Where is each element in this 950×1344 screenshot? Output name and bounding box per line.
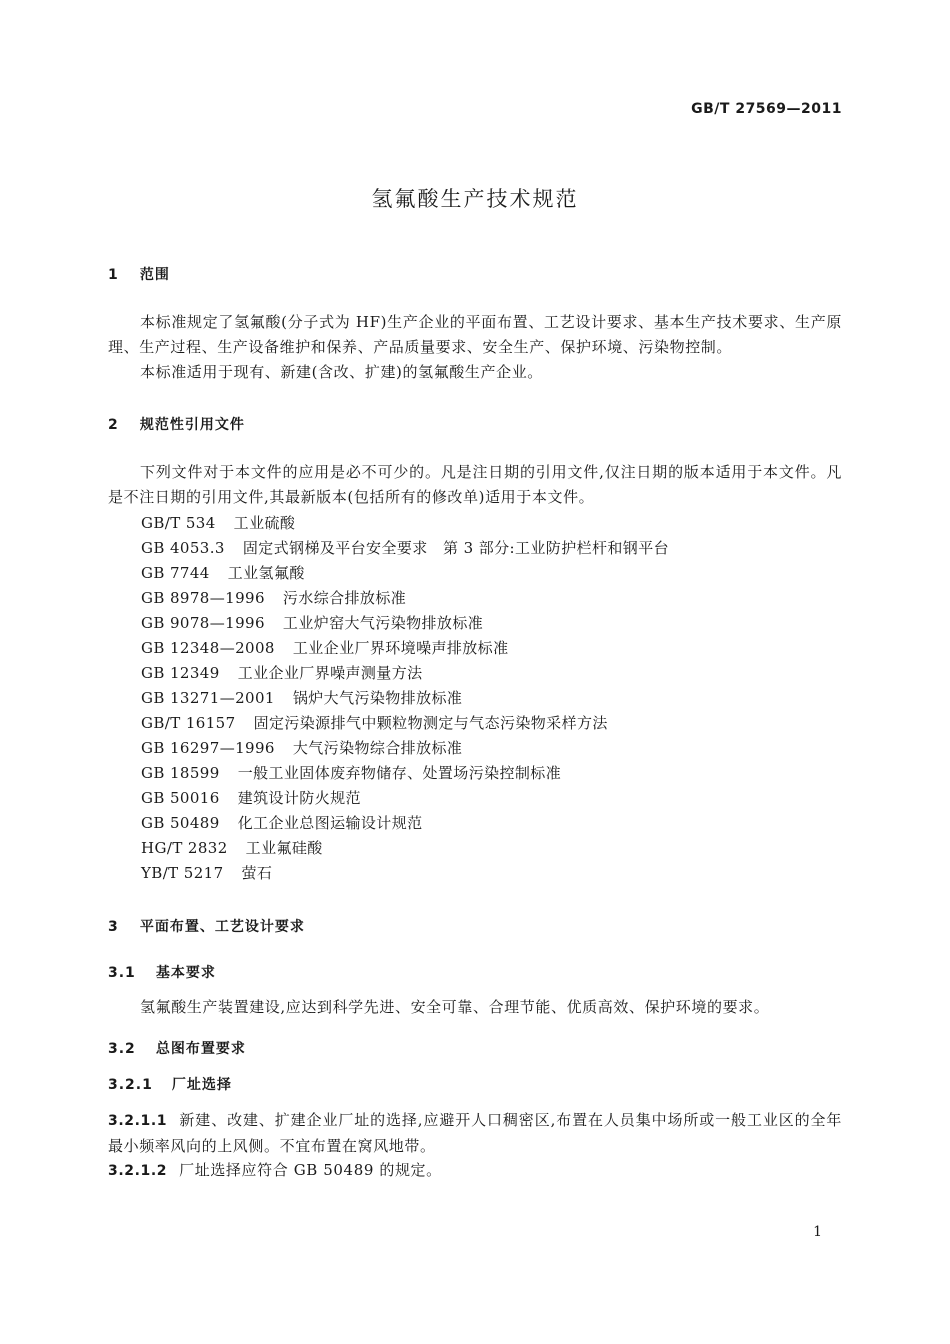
section-3-2-1-heading xyxy=(108,1074,842,1094)
reference-item xyxy=(141,686,669,711)
standard-code: GB/T 27569—2011 xyxy=(691,101,842,117)
reference-title: 工业氟硅酸 xyxy=(245,839,323,857)
section-number: 2 xyxy=(108,417,119,433)
section-3-1-heading xyxy=(108,962,842,982)
reference-title: 工业氢氟酸 xyxy=(227,564,305,582)
reference-title: 固定污染源排气中颗粒物测定与气态污染物采样方法 xyxy=(253,714,608,732)
reference-code: HG/T 2832 xyxy=(141,839,228,857)
reference-code: GB 12349 xyxy=(141,664,220,682)
reference-code: GB 9078—1996 xyxy=(141,614,265,632)
reference-item xyxy=(141,611,669,636)
section-number: 1 xyxy=(108,267,119,283)
reference-item xyxy=(141,736,669,761)
reference-code: GB/T 534 xyxy=(141,514,216,532)
reference-item xyxy=(141,661,669,686)
reference-title: 锅炉大气污染物排放标准 xyxy=(292,689,463,707)
section-3-heading xyxy=(108,916,842,936)
reference-code: GB 16297—1996 xyxy=(141,739,275,757)
reference-code: GB 4053.3 xyxy=(141,539,225,557)
reference-title: 建筑设计防火规范 xyxy=(237,789,361,807)
clause-text: 厂址选择应符合 GB 50489 的规定。 xyxy=(179,1161,442,1179)
clause-number: 3.2.1.2 xyxy=(108,1163,168,1179)
reference-title: 大气污染物综合排放标准 xyxy=(292,739,463,757)
reference-item xyxy=(141,511,669,536)
reference-title: 工业企业厂界噪声测量方法 xyxy=(237,664,423,682)
clause-number: 3.2.1.1 xyxy=(108,1113,168,1129)
section-number: 3 xyxy=(108,919,119,935)
clause-text: 新建、改建、扩建企业厂址的选择,应避开人口稠密区,布置在人员集中场所或一般工业区的全年最小频率风向的上风侧。不宜布置在窝风地带。 xyxy=(108,1111,842,1155)
reference-title: 工业炉窑大气污染物排放标准 xyxy=(282,614,484,632)
section-2-paragraph: 下列文件对于本文件的应用是必不可少的。凡是注日期的引用文件,仅注日期的版本适用于本文件。凡是不注日期的引用文件,其最新版本(包括所有的修改单)适用于本文件。 xyxy=(108,463,842,506)
reference-item xyxy=(141,561,669,586)
reference-code: GB 7744 xyxy=(141,564,210,582)
reference-item xyxy=(141,861,669,886)
reference-title: 化工企业总图运输设计规范 xyxy=(237,814,423,832)
section-title: 基本要求 xyxy=(155,965,216,981)
reference-title: 污水综合排放标准 xyxy=(282,589,407,607)
section-1-paragraph-2: 本标准适用于现有、新建(含改、扩建)的氢氟酸生产企业。 xyxy=(140,363,543,381)
reference-code: GB 13271—2001 xyxy=(141,689,275,707)
reference-code: GB 50489 xyxy=(141,814,220,832)
section-1-heading xyxy=(108,264,842,284)
reference-item xyxy=(141,711,669,736)
section-title: 总图布置要求 xyxy=(155,1041,246,1057)
reference-title: 固定式钢梯及平台安全要求 第 3 部分:工业防护栏杆和钢平台 xyxy=(242,539,669,557)
reference-title: 工业硫酸 xyxy=(233,514,296,532)
section-title: 厂址选择 xyxy=(171,1077,232,1093)
section-3-2-heading xyxy=(108,1038,842,1058)
reference-item xyxy=(141,786,669,811)
reference-code: GB 50016 xyxy=(141,789,220,807)
section-title: 平面布置、工艺设计要求 xyxy=(139,919,305,935)
reference-item xyxy=(141,636,669,661)
reference-title: 工业企业厂界环境噪声排放标准 xyxy=(292,639,509,657)
document-title: 氢氟酸生产技术规范 xyxy=(371,187,579,211)
reference-code: YB/T 5217 xyxy=(141,864,224,882)
reference-title: 一般工业固体废弃物储存、处置场污染控制标准 xyxy=(237,764,562,782)
section-title: 规范性引用文件 xyxy=(139,417,245,433)
reference-title: 萤石 xyxy=(241,864,273,882)
section-number: 3.1 xyxy=(108,965,136,981)
page-number: 1 xyxy=(813,1224,822,1240)
reference-code: GB 18599 xyxy=(141,764,220,782)
clause-3-2-1-2 xyxy=(108,1158,842,1184)
reference-code: GB/T 16157 xyxy=(141,714,236,732)
section-3-1-paragraph: 氢氟酸生产装置建设,应达到科学先进、安全可靠、合理节能、优质高效、保护环境的要求。 xyxy=(140,998,770,1016)
section-1-paragraph-1: 本标准规定了氢氟酸(分子式为 HF)生产企业的平面布置、工艺设计要求、基本生产技术要求、生产原理、生产过程、生产设备维护和保养、产品质量要求、安全生产、保护环境、污染物控制。 xyxy=(108,313,842,356)
reference-item xyxy=(141,586,669,611)
section-number: 3.2.1 xyxy=(108,1077,153,1093)
section-title: 范围 xyxy=(139,267,170,283)
reference-item xyxy=(141,536,669,561)
reference-item xyxy=(141,836,669,861)
reference-item xyxy=(141,761,669,786)
section-2-heading xyxy=(108,414,842,434)
section-number: 3.2 xyxy=(108,1041,136,1057)
reference-list xyxy=(141,511,669,886)
reference-item xyxy=(141,811,669,836)
reference-code: GB 8978—1996 xyxy=(141,589,265,607)
clause-3-2-1-1 xyxy=(108,1108,842,1159)
reference-code: GB 12348—2008 xyxy=(141,639,275,657)
